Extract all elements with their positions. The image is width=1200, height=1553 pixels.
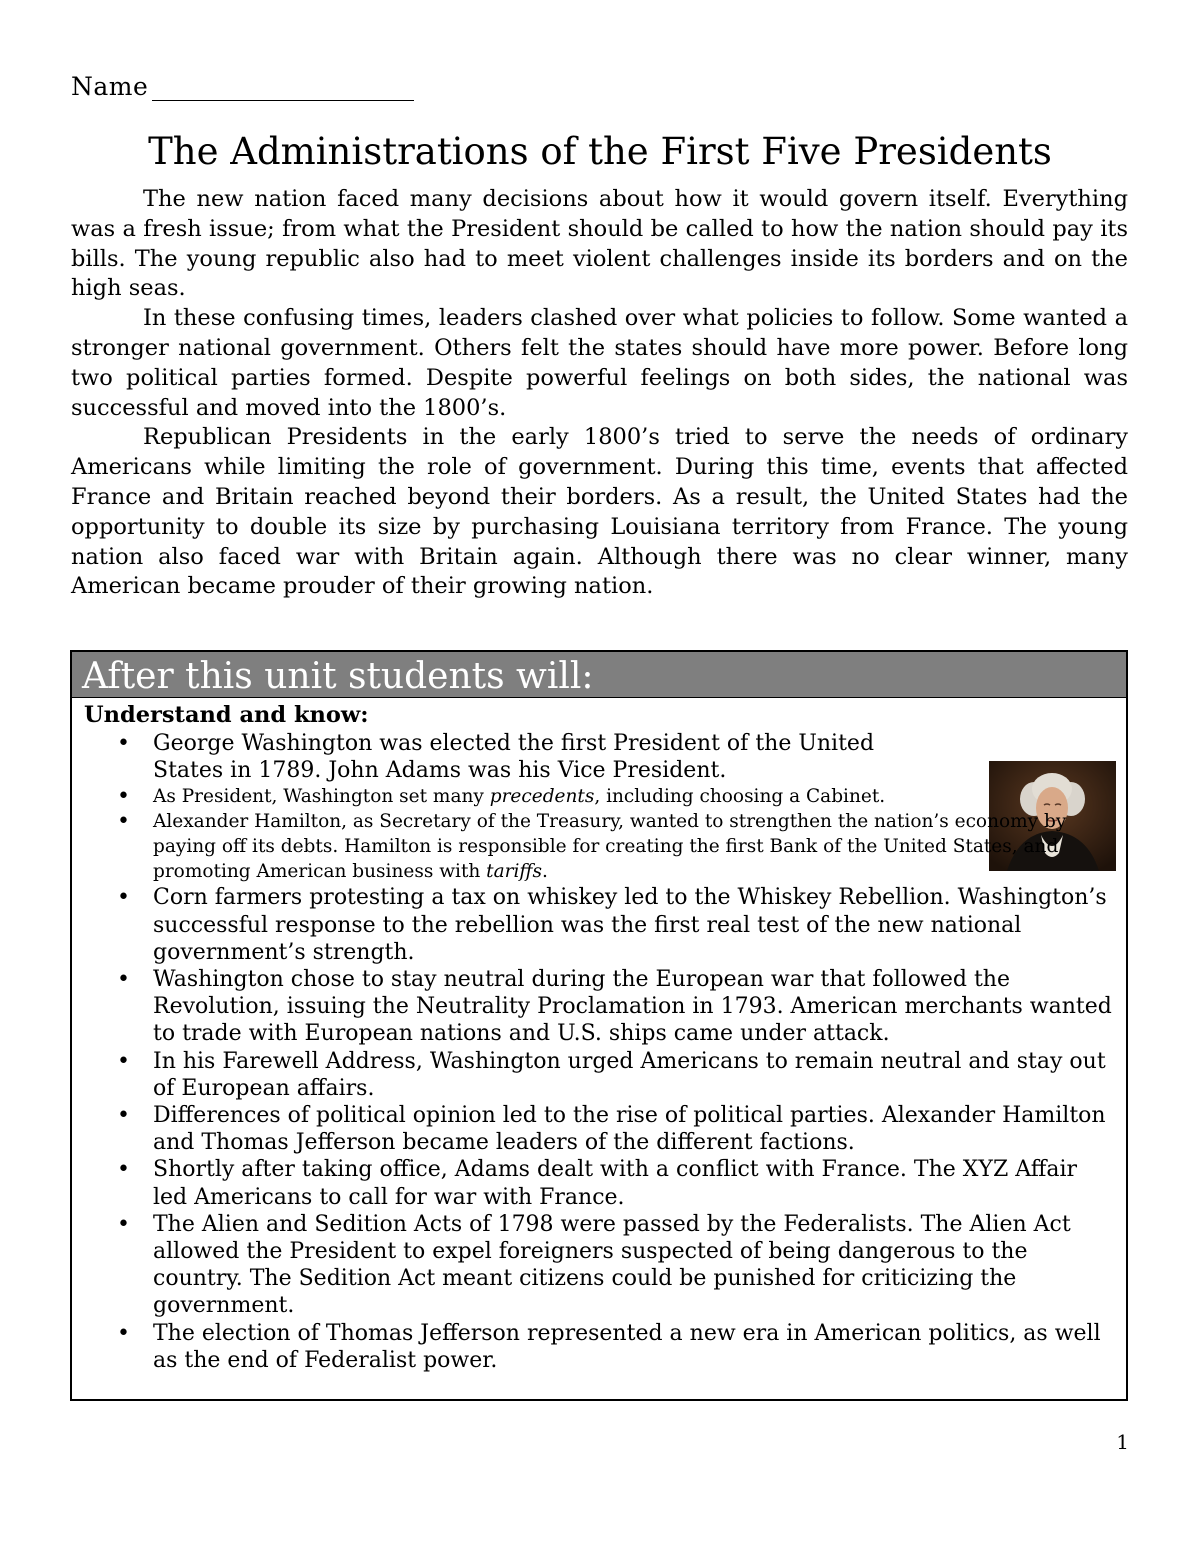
list-item: • George Washington was elected the first President of the United States in 1789. John Adams was his Vice President. bbox=[117, 731, 875, 784]
bullet-icon: • bbox=[117, 809, 130, 835]
list-item: • As President, Washington set many precedents, including choosing a Cabinet. bbox=[117, 784, 886, 810]
page-number: 1 bbox=[1116, 1430, 1129, 1454]
bullet-icon: • bbox=[117, 1320, 130, 1346]
objectives-body bbox=[72, 698, 1126, 1374]
bullet-icon: • bbox=[117, 1157, 130, 1183]
bullet-icon: • bbox=[117, 1048, 130, 1074]
list-item: • Shortly after taking office, Adams dealt with a conflict with France. The XYZ Affair led Americans to call for war with France. bbox=[117, 1157, 1078, 1210]
emphasis-term: precedents bbox=[489, 786, 595, 808]
emphasis-term: tariffs bbox=[486, 861, 542, 883]
bullet-icon: • bbox=[117, 731, 130, 756]
objectives-heading: After this unit students will: bbox=[72, 652, 1126, 698]
list-item: • The election of Thomas Jefferson represented a new era in American politics, as well as the end of Federalist power. bbox=[117, 1320, 1101, 1373]
list-item: • The Alien and Sedition Acts of 1798 were passed by the Federalists. The Alien Act allowed the President to expel foreigners suspected of being dangerous to the country. The Sedition Act meant citizens could be punished for criticizing the government. bbox=[117, 1211, 1071, 1319]
page-title: The Administrations of the First Five Presidents bbox=[148, 130, 1052, 173]
intro-paragraph: The new nation faced many decisions about how it would govern itself. Everything was a fresh issue; from what the President should be called to how the nation should pay its bills. The young republic also had to meet violent challenges inside its borders and on the high seas. bbox=[71, 186, 1128, 302]
intro-paragraph: In these confusing times, leaders clashed over what policies to follow. Some wanted a stronger national government. Others felt the states should have more power. Before long two political parties formed. Despite powerful feelings on both sides, the national was successful and moved into the 1800’s. bbox=[71, 305, 1128, 421]
name-blank-line[interactable] bbox=[152, 74, 414, 101]
bullet-icon: • bbox=[117, 1103, 130, 1129]
list-item: • Alexander Hamilton, as Secretary of the Treasury, wanted to strengthen the nation’s economy by paying off its debts. Hamilton is responsible for creating the first Bank of the United States, and promoting American business with tariffs. bbox=[117, 809, 1067, 883]
bullet-icon: • bbox=[117, 784, 130, 810]
intro-text bbox=[71, 185, 1128, 602]
list-item: • In his Farewell Address, Washington urged Americans to remain neutral and stay out of European affairs. bbox=[117, 1048, 1106, 1101]
name-field[interactable] bbox=[71, 72, 414, 101]
list-item: • Differences of political opinion led to the rise of political parties. Alexander Hamilton and Thomas Jefferson became leaders of the different factions. bbox=[117, 1103, 1106, 1156]
intro-paragraph: Republican Presidents in the early 1800’s tried to serve the needs of ordinary Americans while limiting the role of government. During this time, events that affected France and Britain reached beyond their borders. As a result, the United States had the opportunity to double its size by purchasing Louisiana territory from France. The young nation also faced war with Britain again. Although there was no clear winner, many American became prouder of their growing nation. bbox=[71, 424, 1128, 600]
objectives-list bbox=[84, 730, 1114, 1374]
name-label: Name bbox=[71, 72, 149, 101]
list-item: • Washington chose to stay neutral during the European war that followed the Revolution, issuing the Neutrality Proclamation in 1793. American merchants wanted to trade with European nations and U.S. ships came under attack. bbox=[117, 967, 1112, 1047]
objectives-subheading: Understand and know: bbox=[84, 702, 369, 728]
list-item: • Corn farmers protesting a tax on whiskey led to the Whiskey Rebellion. Washington’s successful response to the rebellion was the first real test of the new national government’s strength. bbox=[117, 885, 1107, 965]
bullet-icon: • bbox=[117, 967, 130, 993]
bullet-icon: • bbox=[117, 885, 130, 911]
objectives-box bbox=[70, 650, 1128, 1401]
bullet-icon: • bbox=[117, 1211, 130, 1237]
